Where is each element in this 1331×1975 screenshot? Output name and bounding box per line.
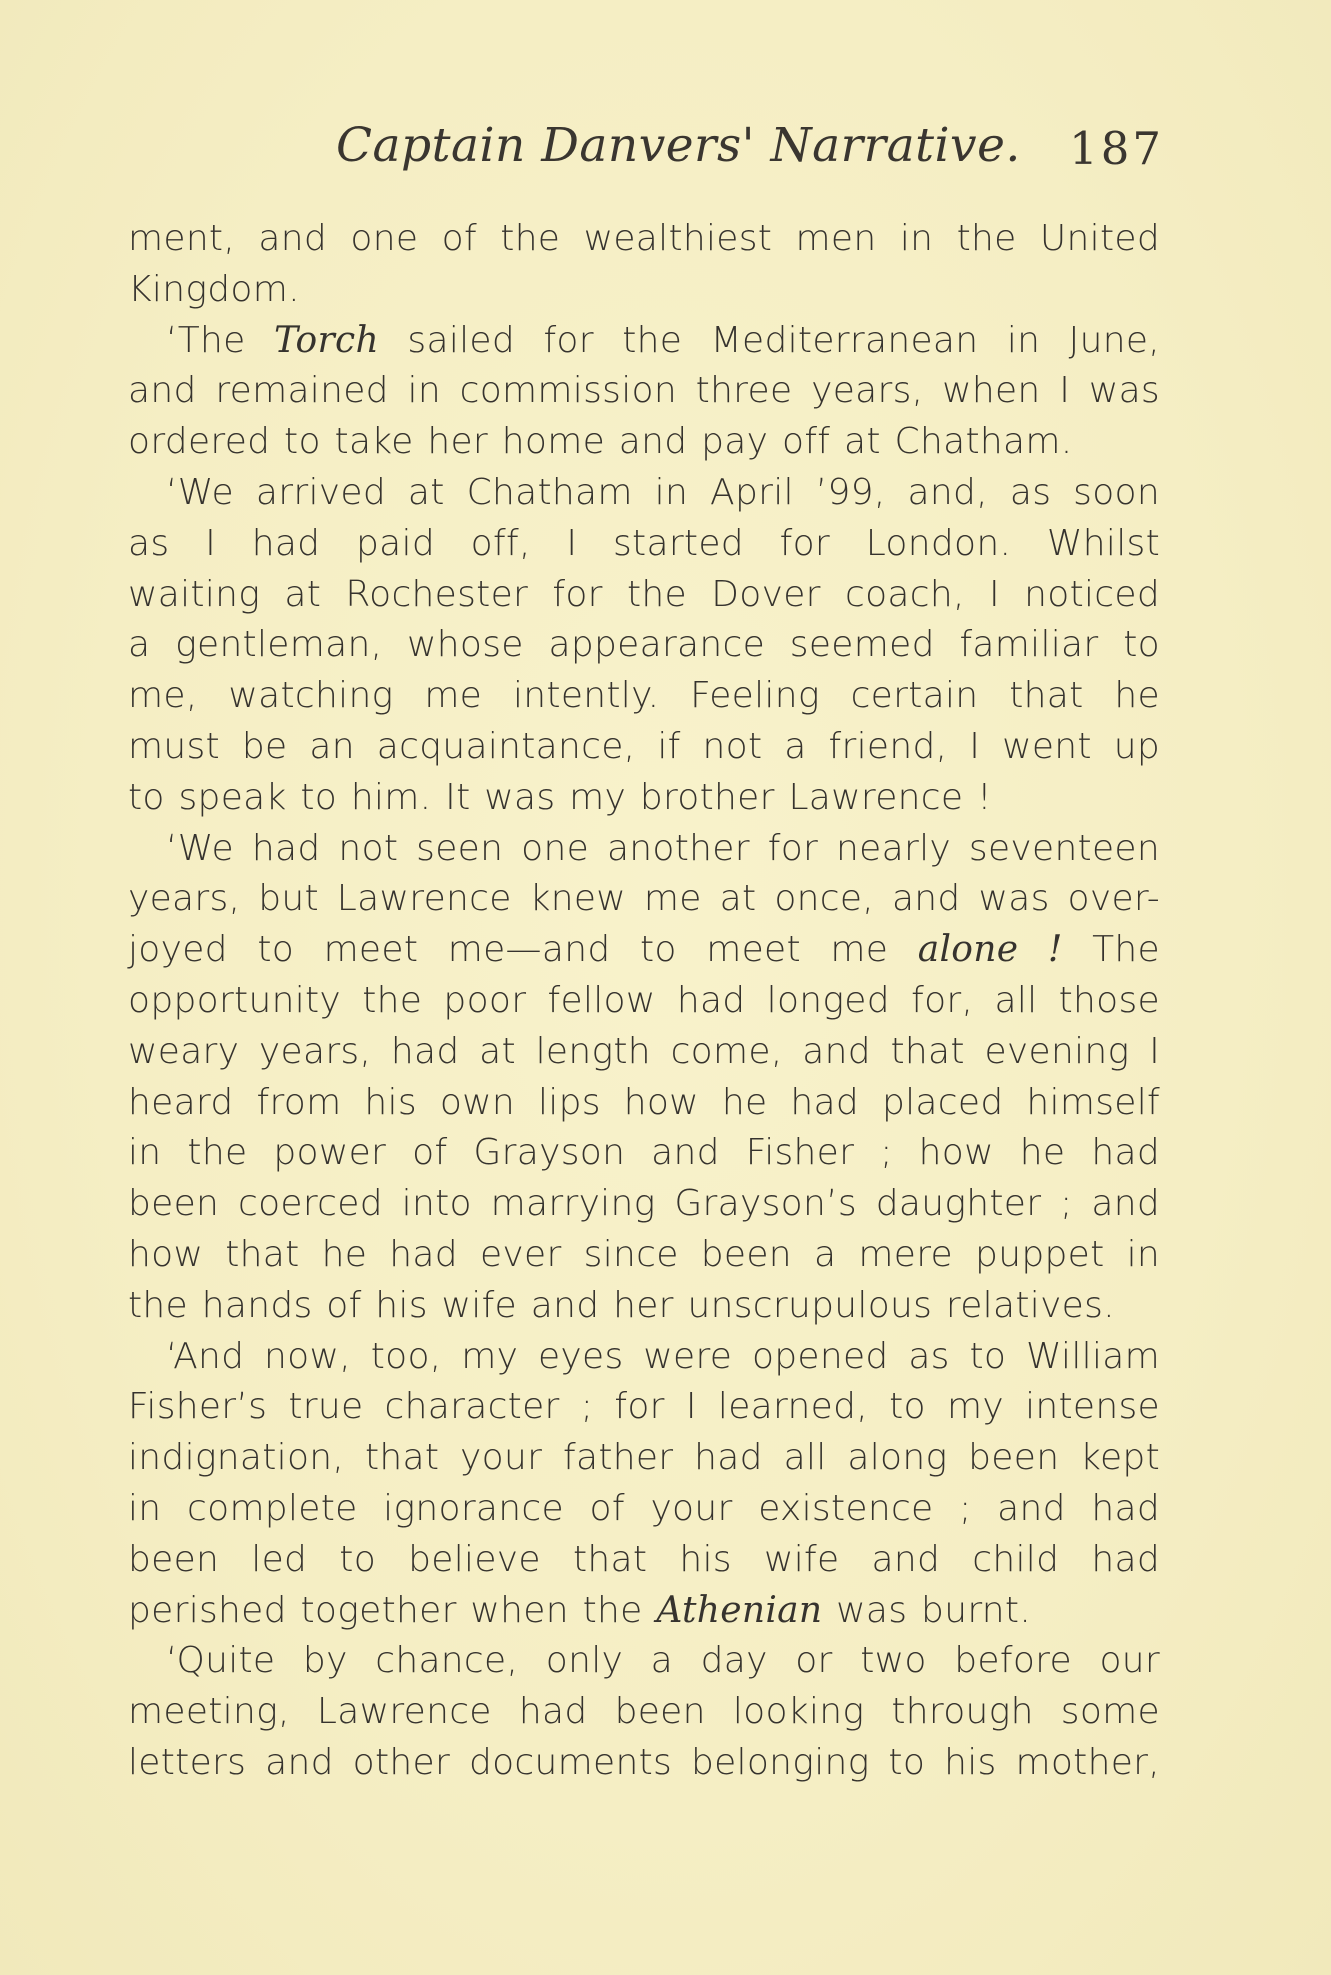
text-segment: how that he had ever since been a mere puppet in (128, 1233, 1160, 1275)
running-title: Captain Danvers' Narrative. (336, 118, 1021, 173)
text-segment: meeting, Lawrence had been looking through some (128, 1691, 1160, 1733)
page-number: 187 (1069, 122, 1164, 175)
text-segment: years, but Lawrence knew me at once, and was over- (128, 878, 1160, 920)
text-segment: to speak to him. It was my brother Lawrence ! (128, 776, 992, 818)
body-text (128, 214, 1160, 1789)
text-line (128, 1636, 1160, 1687)
text-segment: waiting at Rochester for the Dover coach, I noticed (128, 573, 1160, 615)
text-segment: sailed for the Mediterranean in June, (378, 319, 1161, 361)
text-segment: been coerced into marrying Grayson’s daughter ; and (128, 1183, 1160, 1225)
text-line (128, 824, 1160, 875)
text-segment: ‘The (166, 319, 275, 361)
text-line (128, 1281, 1160, 1332)
text-line (128, 1484, 1160, 1535)
text-segment: been led to believe that his wife and child had (128, 1538, 1160, 1580)
text-segment: ordered to take her home and pay off at Chatham. (128, 421, 1073, 463)
text-line (128, 671, 1160, 722)
text-segment: in complete ignorance of your existence ; and had (128, 1487, 1160, 1529)
text-segment: a gentleman, whose appearance seemed familiar to (128, 624, 1160, 666)
text-line (128, 366, 1160, 417)
text-line (128, 417, 1160, 468)
text-line (128, 570, 1160, 621)
text-segment: ‘We arrived at Chatham in April ’99, and, as soon (166, 471, 1160, 513)
text-segment: ‘And now, too, my eyes were opened as to William (166, 1335, 1160, 1377)
text-segment: letters and other documents belonging to his mother, (128, 1741, 1160, 1783)
text-line (128, 1332, 1160, 1383)
text-line (128, 722, 1160, 773)
text-line (128, 1230, 1160, 1281)
italic-text: alone ! (917, 929, 1063, 971)
text-segment: as I had paid off, I started for London. Whilst (128, 522, 1160, 564)
text-line (128, 1179, 1160, 1230)
text-line (128, 316, 1160, 367)
text-segment: ment, and one of the wealthiest men in the United (128, 218, 1160, 259)
text-segment: ‘Quite by chance, only a day or two before our (166, 1640, 1160, 1682)
text-line (128, 1382, 1160, 1433)
text-segment: Kingdom. (128, 268, 300, 310)
text-line (128, 1738, 1160, 1789)
text-line (128, 620, 1160, 671)
italic-text: Athenian (656, 1589, 823, 1631)
text-line (128, 1027, 1160, 1078)
text-segment: must be an acquaintance, if not a friend, I went up (128, 725, 1160, 767)
text-segment: indignation, that your father had all along been kept (128, 1437, 1160, 1479)
text-segment: perished together when the (128, 1589, 657, 1631)
text-line (128, 1687, 1160, 1738)
text-segment: was burnt. (822, 1589, 1032, 1631)
italic-text: Torch (274, 319, 379, 361)
text-line (128, 773, 1160, 824)
text-line (128, 1535, 1160, 1586)
running-head (128, 118, 1164, 188)
text-line (128, 1078, 1160, 1129)
text-segment: The (1062, 929, 1160, 971)
text-segment: the hands of his wife and her unscrupulous relatives. (128, 1284, 1115, 1326)
text-line (128, 925, 1160, 976)
text-line (128, 874, 1160, 925)
text-line (128, 519, 1160, 570)
text-segment: weary years, had at length come, and that evening I (128, 1030, 1160, 1072)
text-segment: Fisher’s true character ; for I learned, to my intense (128, 1386, 1160, 1428)
text-segment: opportunity the poor fellow had longed for, all those (128, 979, 1160, 1021)
text-segment: joyed to meet me—and to meet me (128, 929, 918, 971)
text-line (128, 214, 1160, 265)
text-line (128, 265, 1160, 316)
text-segment: heard from his own lips how he had placed himself (128, 1081, 1160, 1123)
text-line (128, 1433, 1160, 1484)
text-segment: ‘We had not seen one another for nearly seventeen (166, 827, 1160, 869)
text-line (128, 976, 1160, 1027)
text-line (128, 1128, 1160, 1179)
text-segment: me, watching me intently. Feeling certain that he (128, 675, 1160, 717)
text-segment: and remained in commission three years, when I was (128, 370, 1160, 412)
text-line (128, 1586, 1160, 1637)
text-segment: in the power of Grayson and Fisher ; how he had (128, 1132, 1160, 1174)
text-line (128, 468, 1160, 519)
